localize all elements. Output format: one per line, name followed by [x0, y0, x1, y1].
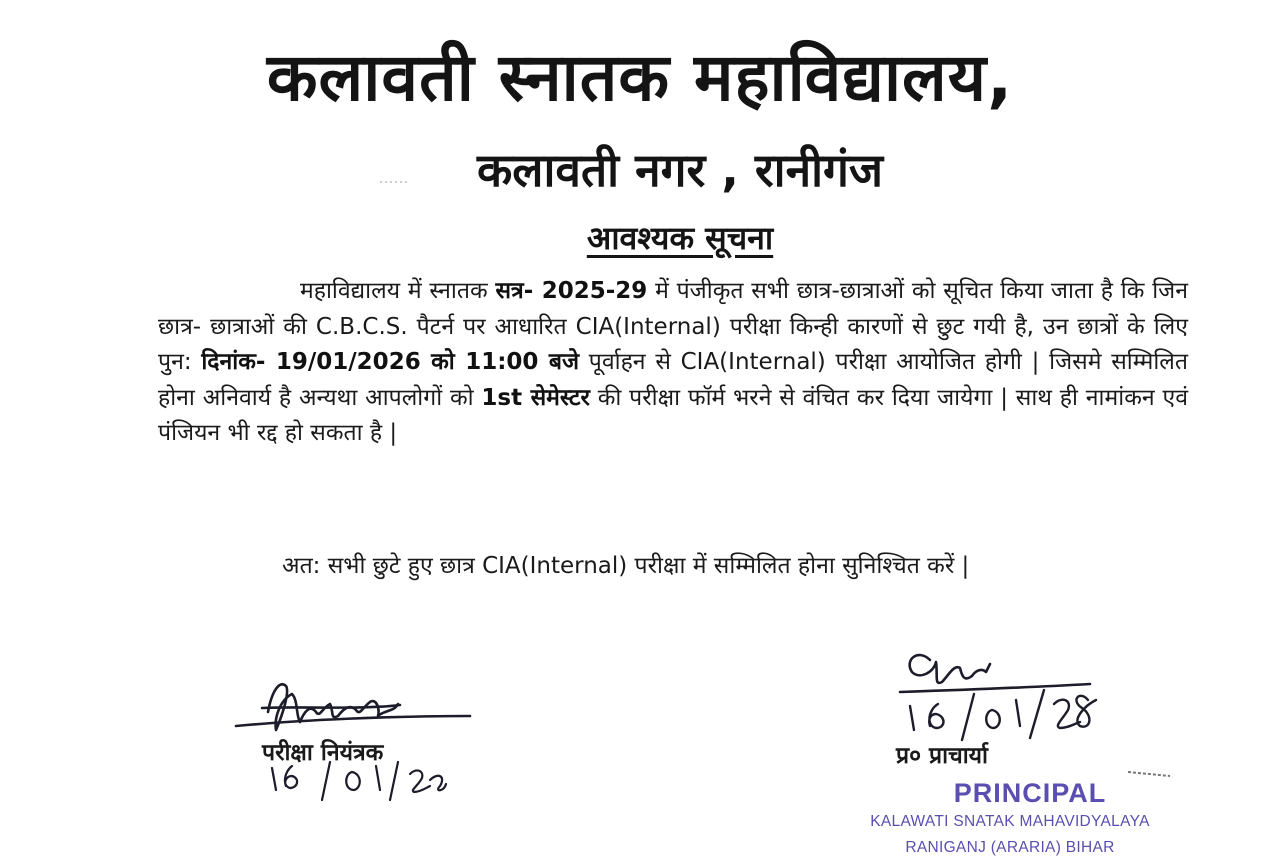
right-signature-scribble: [900, 655, 1090, 692]
college-location: कलावती नगर , रानीगंज: [476, 143, 884, 197]
session-text: सत्र- 2025-29: [495, 278, 648, 304]
exam-controller-label: परीक्षा नियंत्रक: [262, 740, 384, 766]
principal-label: प्र० प्राचार्या: [896, 743, 988, 769]
stamp-college: KALAWATI SNATAK MAHAVIDYALAYA: [870, 813, 1150, 830]
college-name: कलावती स्नातक महाविद्यालय,: [266, 39, 1014, 116]
notice-text-3: पूर्वाहन से CIA(Internal) परीक्षा आयोजित होगी | जिसमे सम्मिलित होना अनिवार्य है अन्यथा आपलोगों को: [158, 349, 1188, 411]
left-signature-scribble: [236, 684, 470, 730]
right-handwritten-date: [910, 690, 1096, 740]
exam-date-text: दिनांक- 19/01/2026 को 11:00 बजे: [201, 349, 580, 375]
stamp-address: RANIGANJ (ARARIA) BIHAR: [905, 839, 1115, 856]
closing-line: अत: सभी छुटे हुए छात्र CIA(Internal) परीक्षा में सम्मिलित होना सुनिश्चित करें |: [282, 553, 970, 579]
principal-stamp: [860, 778, 1160, 857]
semester-text: 1st सेमेस्टर: [481, 384, 590, 411]
notice-title: आवश्यक सूचना: [586, 219, 774, 257]
notice-text-1: महाविद्यालय में स्नातक: [300, 278, 496, 304]
notice-text-4: की परीक्षा फॉर्म भरने से वंचित कर दिया जायेगा | साथ ही नामांकन एवं पंजियन भी रद्द हो सकता है |: [158, 384, 1188, 446]
notice-text-2: में पंजीकृत सभी छात्र-छात्राओं को सूचित किया जाता है कि जिन छात्र- छात्राओं की C.B.C.S. पैटर्न पर आधारित CIA(Internal) परीक्षा किन्ही कारणों से छुट गयी है, उन छात्रों के लिए पुन:: [158, 278, 1188, 375]
left-handwritten-date: [272, 762, 446, 800]
stamp-title: PRINCIPAL: [953, 778, 1107, 808]
